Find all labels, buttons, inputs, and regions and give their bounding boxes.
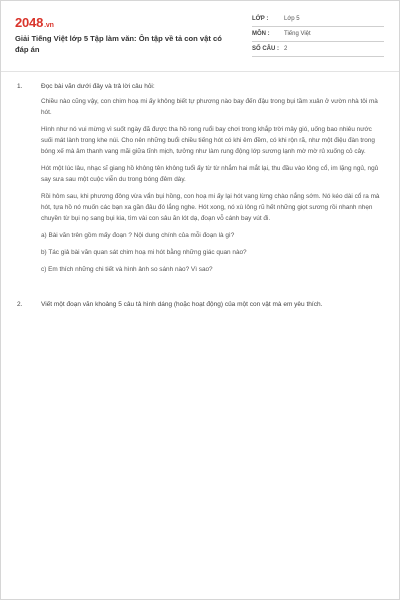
- meta-label: LỚP :: [252, 16, 269, 22]
- meta-label: MÔN :: [252, 31, 270, 37]
- meta-label: SỐ CÂU :: [252, 46, 279, 52]
- passage-paragraph: Hình như nó vui mừng vì suốt ngày đã được tha hồ rong ruổi bay chơi trong khắp trời mây gió, uống bao nhiêu nước suối mát lành trong khe núi. Cho nên những buổi chiều tiếng hót có khi êm đềm, có khi rộn rã, như một điệu đàn trong bóng xế mà âm thanh vang mãi giữa tĩnh mịch, tưởng như làm rung động lớp sương lạnh mờ mờ rủ xuống cỏ cây.: [41, 126, 375, 155]
- meta-count-row: [252, 42, 384, 57]
- site-logo[interactable]: [15, 15, 54, 30]
- meta-value: Lớp 5: [284, 16, 300, 22]
- sub-question: b) Tác giả bài văn quan sát chim hoạ mi hót bằng những giác quan nào?: [41, 249, 247, 256]
- passage-paragraph: Hót một lúc lâu, nhạc sĩ giang hồ không tên không tuổi ấy từ từ nhắm hai mắt lại, thu đầu vào lông cổ, im lặng ngủ, ngủ say sưa sau một cuộc viễn du trong bóng đêm dày.: [41, 165, 379, 183]
- meta-class-row: [252, 12, 384, 27]
- sub-question: a) Bài văn trên gồm mấy đoạn ? Nội dung chính của mỗi đoạn là gì?: [41, 232, 235, 239]
- passage-paragraph: Chiều nào cũng vậy, con chim hoạ mi ấy không biết tự phương nào bay đến đậu trong bụi tầm xuân ở vườn nhà tôi mà hót.: [41, 98, 378, 116]
- question-2: [15, 299, 385, 310]
- document-title: Giải Tiếng Việt lớp 5 Tập làm văn: Ôn tập về tả con vật có đáp án: [15, 34, 222, 54]
- document-meta: [252, 12, 384, 57]
- meta-subject-row: [252, 27, 384, 42]
- question-1: [15, 81, 385, 92]
- question-number: 2.: [17, 301, 23, 308]
- header-divider: [1, 71, 399, 72]
- question-number: 1.: [17, 83, 23, 90]
- meta-value: Tiếng Việt: [284, 31, 311, 37]
- questions-section: [15, 81, 385, 310]
- sub-question: c) Em thích những chi tiết và hình ảnh so sánh nào? Vì sao?: [41, 266, 213, 273]
- question-prompt: Đọc bài văn dưới đây và trả lời câu hỏi:: [41, 83, 155, 90]
- question-prompt: Viết một đoạn văn khoảng 5 câu tả hình dáng (hoặc hoạt động) của một con vật mà em yêu thích.: [41, 301, 323, 308]
- meta-value: 2: [284, 46, 288, 52]
- logo-domain: .vn: [44, 22, 54, 29]
- logo-main: 2048: [15, 15, 44, 30]
- passage-paragraph: Rồi hôm sau, khi phương đông vừa vẩn bụi hồng, con hoạ mi ấy lại hót vang lừng chào nắng sớm. Nó kéo dài cổ ra mà hót, tựa hồ nó muốn các bạn xa gần đâu đó lắng nghe. Hót xong, nó xù lông rũ hết những giọt sương rồi nhanh nhẹn chuyền từ bụi nọ sang bụi kia, tìm vài con sâu ăn lót dạ, đoạn vỗ cánh bay vút đi.: [41, 193, 380, 222]
